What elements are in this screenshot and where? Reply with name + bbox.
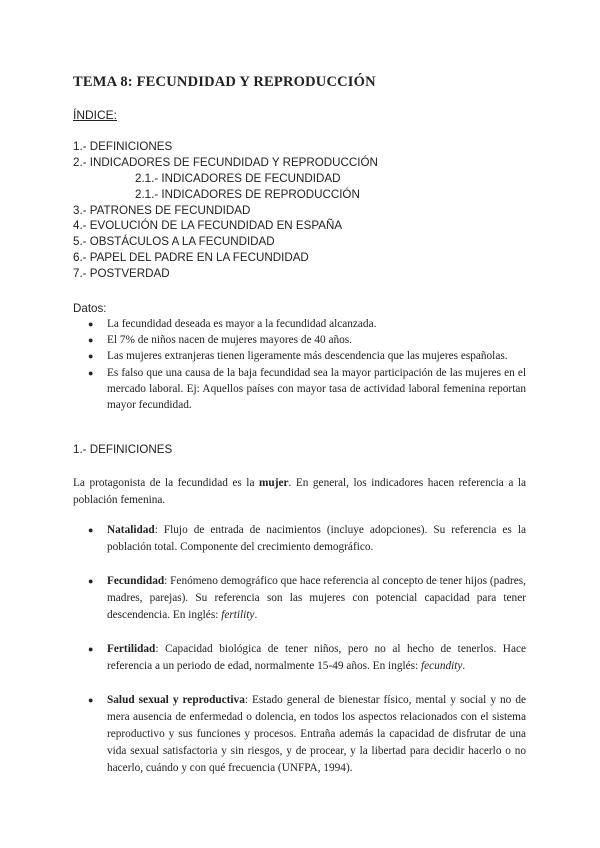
- datos-list: [88, 316, 526, 413]
- english-term: fertility: [221, 609, 255, 621]
- definition-item: [88, 641, 526, 675]
- definition-end: .: [254, 609, 258, 621]
- bullet-icon: ●: [88, 695, 94, 705]
- toc-item: 2.- INDICADORES DE FECUNDIDAD Y REPRODUCCIÓN: [73, 155, 378, 169]
- list-item: [88, 332, 526, 348]
- datos-label: Datos:: [73, 302, 107, 315]
- bullet-icon: ●: [88, 525, 94, 535]
- definition-text: : Capacidad biológica de tener niños, pero no al hecho de tenerlos. Hace referencia a un periodo de edad, normalmente 15-49 años. En inglés:: [107, 643, 526, 672]
- datos-item-text: Las mujeres extranjeras tienen ligeramente más descendencia que las mujeres españolas.: [107, 350, 508, 363]
- intro-paragraph: [73, 475, 526, 509]
- toc-subitem: 2.1.- INDICADORES DE REPRODUCCIÓN: [135, 187, 360, 201]
- toc-item: 7.- POSTVERDAD: [73, 267, 170, 281]
- definitions-list: [88, 522, 526, 777]
- definition-term: Fertilidad: [107, 643, 156, 655]
- toc-item: 5.- OBSTÁCULOS A LA FECUNDIDAD: [73, 235, 275, 249]
- bullet-icon: ●: [88, 576, 94, 586]
- definition-text: : Flujo de entrada de nacimientos (incluye adopciones). Su referencia es la población total. Componente del crecimiento demográfico.: [107, 524, 526, 553]
- definition-term: Natalidad: [107, 524, 155, 536]
- bullet-icon: ●: [88, 351, 94, 362]
- section-heading: 1.- DEFINICIONES: [73, 443, 173, 456]
- toc-item: 4.- EVOLUCIÓN DE LA FECUNDIDAD EN ESPAÑA: [73, 219, 343, 233]
- datos-item-text: El 7% de niños nacen de mujeres mayores de 40 años.: [107, 334, 353, 347]
- bullet-icon: ●: [88, 319, 94, 329]
- intro-text: La protagonista de la fecundidad es la: [73, 477, 259, 489]
- toc-subitem: 2.1.- INDICADORES DE FECUNDIDAD: [135, 171, 341, 185]
- document-title: TEMA 8: FECUNDIDAD Y REPRODUCCIÓN: [73, 74, 376, 90]
- toc-item: 3.- PATRONES DE FECUNDIDAD: [73, 203, 251, 217]
- toc-item: 1.- DEFINICIONES: [73, 140, 173, 153]
- definition-item: [88, 522, 526, 556]
- bullet-icon: ●: [88, 644, 94, 654]
- list-item: [88, 348, 526, 364]
- list-item: [88, 365, 526, 414]
- index-label: ÍNDICE:: [73, 108, 118, 122]
- datos-item-text: La fecundidad deseada es mayor a la fecundidad alcanzada.: [107, 318, 377, 330]
- definition-term: Salud sexual y reproductiva: [107, 694, 245, 706]
- definition-text: : Fenómeno demográfico que hace referencia al concepto de tener hijos (padres, madres, parejas). Su referencia son las mujeres con potencial capacidad para tener descendencia. En inglés:: [107, 575, 526, 621]
- intro-bold-term: mujer: [259, 477, 289, 489]
- definition-item: [88, 573, 526, 624]
- toc-item: 6.- PAPEL DEL PADRE EN LA FECUNDIDAD: [73, 251, 309, 265]
- definition-end: .: [462, 660, 466, 672]
- definition-text: : Estado general de bienestar físico, mental y social y no de mera ausencia de enfermedad o dolencia, en todos los aspectos relacionados con el sistema reproductivo y sus funciones y procesos. Entraña además la capacidad de disfrutar de una vida sexual satisfactoria y sin riesgos, y de procear, y la libertad para decidir hacerlo o no hacerlo, cuándo y con qué frecuencia (UNFPA, 1994).: [107, 694, 526, 774]
- bullet-icon: ●: [88, 335, 94, 346]
- datos-item-text: Es falso que una causa de la baja fecundidad sea la mayor participación de las mujeres en el mercado laboral. Ej: Aquellos países con mayor tasa de actividad laboral femenina reportan mayor fecundidad.: [107, 366, 526, 412]
- english-term: fecundity: [421, 660, 463, 672]
- intro-text-end: . En general, los indicadores hacen referencia a la población femenina.: [73, 477, 527, 506]
- definition-item: [88, 692, 526, 777]
- definition-term: Fecundidad: [107, 575, 165, 587]
- table-of-contents: [73, 139, 378, 282]
- list-item: [88, 316, 526, 332]
- bullet-icon: ●: [88, 367, 94, 378]
